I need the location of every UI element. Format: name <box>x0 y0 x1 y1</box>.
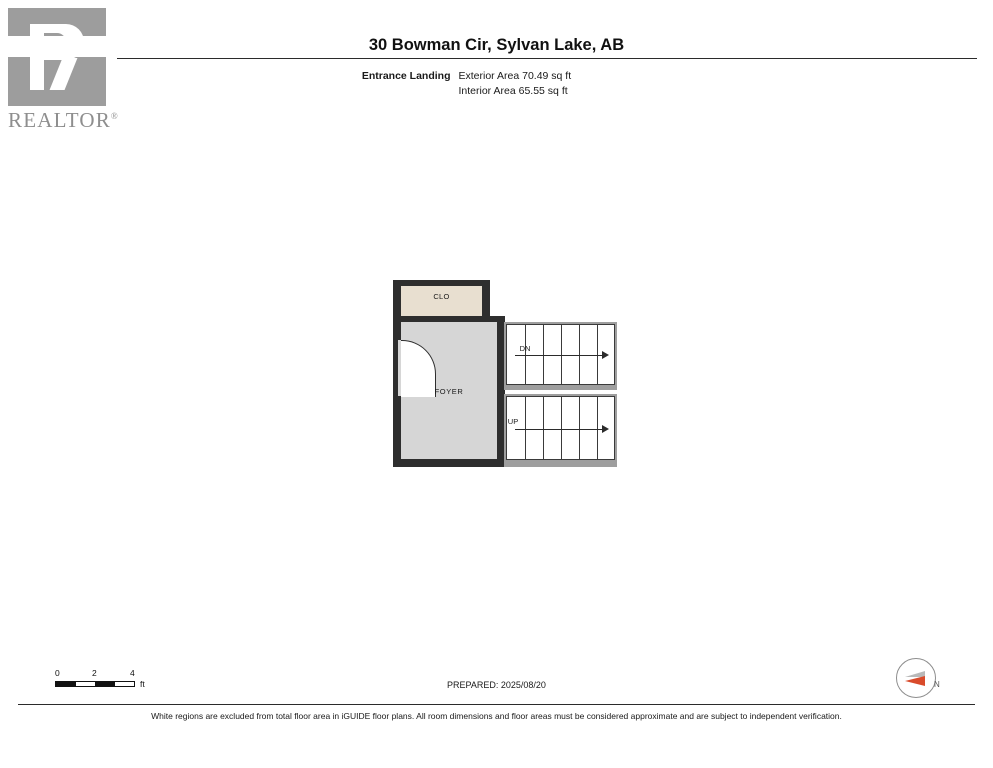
page-title <box>0 36 993 57</box>
disclaimer-text: White regions are excluded from total floor area in iGUIDE floor plans. All room dimensions and floor areas must be considered approximate and are subject to independent verification. <box>151 711 842 721</box>
level-label: Entrance Landing <box>361 70 451 82</box>
stairs-up-arrow-line <box>515 429 603 430</box>
scale-unit-label: ft <box>140 679 145 689</box>
plan-header <box>0 0 993 140</box>
stair-tread <box>579 397 580 459</box>
stairs-down-label: DN <box>519 344 531 353</box>
scale-tick-4: 4 <box>130 668 135 678</box>
header-divider <box>117 58 977 59</box>
prepared-date: PREPARED: 2025/08/20 <box>447 680 546 690</box>
stairs-up-arrow-head <box>602 425 609 433</box>
compass-north-label: N <box>934 680 940 689</box>
area-summary <box>0 69 993 99</box>
stair-tread <box>543 397 544 459</box>
page-title-text: 30 Bowman Cir, Sylvan Lake, AB <box>357 36 636 54</box>
area-row-interior <box>0 84 993 99</box>
compass-icon <box>896 658 940 702</box>
stairs-down-arrow-head <box>602 351 609 359</box>
stairs-down-treads <box>506 324 615 385</box>
stairs-up-label: UP <box>507 417 519 426</box>
exterior-area-value: Exterior Area 70.49 sq ft <box>458 70 572 82</box>
area-row-exterior <box>0 69 993 84</box>
area-label-spacer <box>355 84 459 99</box>
registered-mark: ® <box>110 111 119 121</box>
room-label-closet: CLO <box>433 292 450 301</box>
compass-needle-red <box>905 676 925 686</box>
scale-tick-2: 2 <box>92 668 97 678</box>
realtor-wordmark <box>8 108 119 133</box>
interior-area-value: Interior Area 65.55 sq ft <box>458 85 568 97</box>
scale-tick-0: 0 <box>55 668 60 678</box>
realtor-wordmark-text: REALTOR <box>8 108 111 132</box>
room-label-foyer: FOYER <box>434 387 464 396</box>
stairs-down-arrow-line <box>515 355 603 356</box>
stair-tread <box>597 397 598 459</box>
stair-tread <box>525 397 526 459</box>
stairs-up-treads <box>506 396 615 460</box>
floor-plan-drawing <box>380 270 640 480</box>
stair-tread <box>561 397 562 459</box>
footer-divider <box>18 704 975 705</box>
